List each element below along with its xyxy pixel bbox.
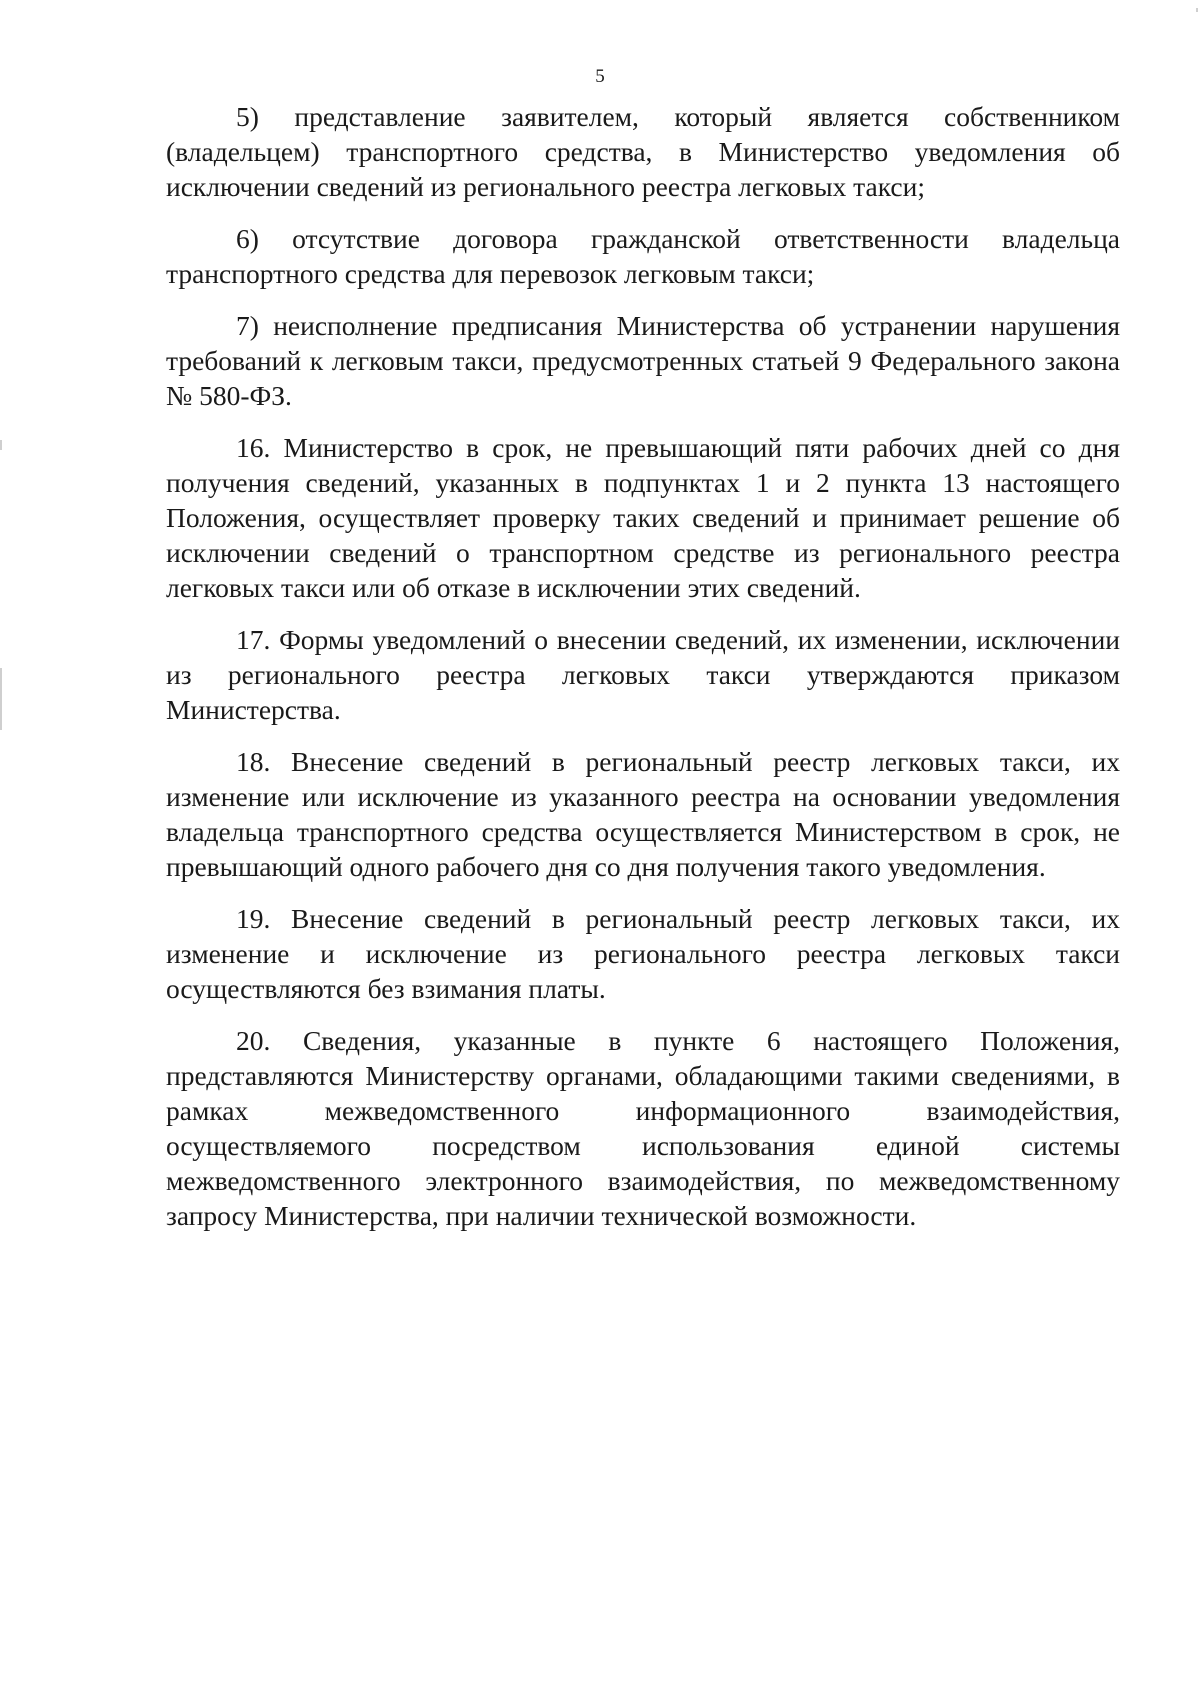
paragraph-item-7: 7) неисполнение предписания Министерства об устранении нарушения требований к легковым такси, предусмотренных статьей 9 Федерального закона № 580-ФЗ.: [166, 310, 1120, 411]
document-body: [166, 99, 1120, 1250]
paragraph-17: 17. Формы уведомлений о внесении сведений, их изменении, исключении из регионального реестра легковых такси утверждаются приказом Министерства.: [166, 624, 1120, 725]
page-number: 5: [595, 66, 605, 87]
paragraph-item-5: 5) представление заявителем, который является собственником (владельцем) транспортного средства, в Министерство уведомления об исключении сведений из регионального реестра легковых такси;: [166, 101, 1120, 202]
scan-edge-mark: [1196, 8, 1198, 12]
paragraph-18: 18. Внесение сведений в региональный реестр легковых такси, их изменение или исключение из указанного реестра на основании уведомления владельца транспортного средства осуществляется Министерством в срок, не превышающий одного рабочего дня со дня получения такого уведомления.: [166, 746, 1120, 882]
scan-edge-mark: [0, 668, 2, 730]
paragraph-20: 20. Сведения, указанные в пункте 6 настоящего Положения, представляются Министерству органами, обладающими такими сведениями, в рамках межведомственного информационного взаимодействия, осуществляемого посредством использования единой системы межведомственного электронного взаимодействия, по межведомственному запросу Министерства, при наличии технической возможности.: [166, 1025, 1120, 1231]
paragraph-item-6: 6) отсутствие договора гражданской ответственности владельца транспортного средства для перевозок легковым такси;: [166, 223, 1120, 289]
paragraph-19: 19. Внесение сведений в региональный реестр легковых такси, их изменение и исключение из регионального реестра легковых такси осуществляются без взимания платы.: [166, 903, 1120, 1004]
scan-edge-mark: [0, 440, 2, 450]
paragraph-16: 16. Министерство в срок, не превышающий пяти рабочих дней со дня получения сведений, указанных в подпунктах 1 и 2 пункта 13 настоящего Положения, осуществляет проверку таких сведений и принимает решение об исключении сведений о транспортном средстве из регионального реестра легковых такси или об отказе в исключении этих сведений.: [166, 432, 1120, 603]
